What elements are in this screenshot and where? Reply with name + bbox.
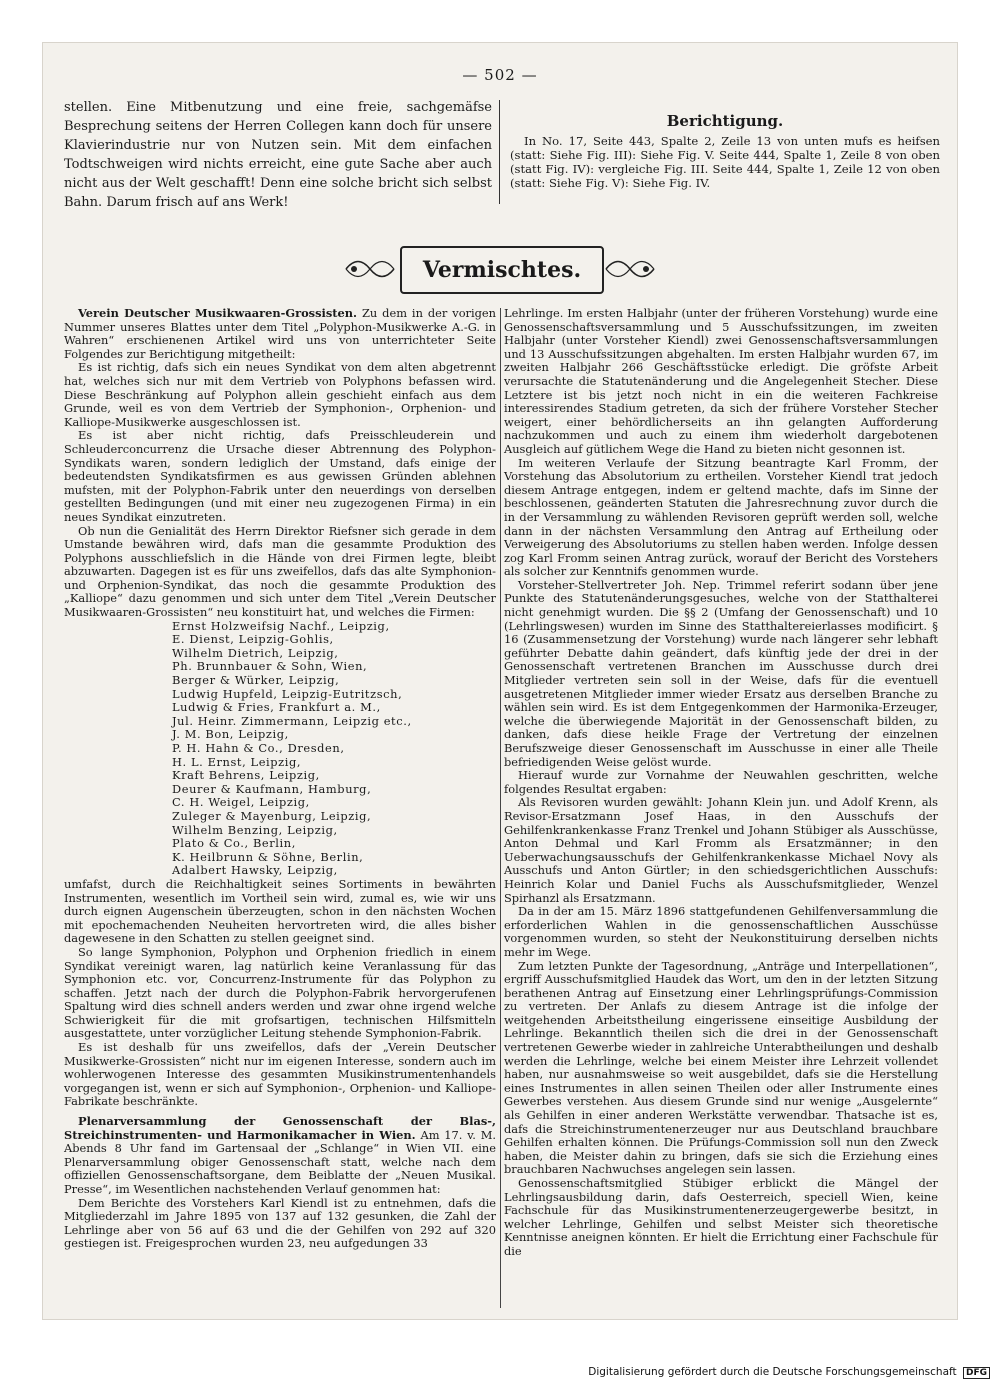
berichtigung-block (510, 98, 940, 190)
dfg-logo-icon: DFG (963, 1367, 990, 1379)
list-item: Deurer & Kaufmann, Hamburg, (172, 781, 372, 796)
list-item: Plato & Co., Berlin, (172, 836, 296, 851)
article-paragraph: Dem Berichte des Vorstehers Karl Kiendl ist zu entnehmen, dafs die Mitgliederzahl im Jahre 1895 von 137 auf 132 gesunken, die Zahl der Lehrlinge aber von 56 auf 63 und die der Gehilfen von 292 auf 320 gestiegen ist. Freigesprochen wurden 23, neu aufgedungen 33 (64, 1195, 496, 1251)
article-paragraph (64, 307, 496, 361)
article-paragraph: Es ist richtig, dafs sich ein neues Syndikat von dem alten abgetrennt hat, welches sich nur mit dem Vertrieb von Polyphons befassen wird. Diese Beschränkung auf Polyphon allein geschieht einfach aus dem Grunde, weil es von dem Vertrieb der Symphonion-, Orphenion- und Kalliope-Musikwerke ausgeschlossen ist. (64, 360, 496, 429)
article-paragraph (64, 1115, 496, 1197)
list-item: Jul. Heinr. Zimmermann, Leipzig etc., (172, 713, 412, 728)
list-item: P. H. Hahn & Co., Dresden, (172, 741, 345, 755)
article-text: Am 17. v. M. Abends 8 Uhr fand im Gartensaal der „Schlange“ in Wien VII. eine Plenarversammlung obiger Genossenschaft statt, welche nach dem offiziellen Genossenschaftsorgane, dem Beiblatte der „Neuen Musikal. Presse“, im Wesentlichen nachstehenden Verlauf genommen hat: (64, 1127, 496, 1196)
article-paragraph: Hierauf wurde zur Vornahme der Neuwahlen geschritten, welche folgendes Resultat ergaben: (504, 768, 938, 796)
list-item: Adalbert Hawsky, Leipzig, (172, 863, 338, 878)
top-column-divider (499, 100, 500, 204)
list-item: Berger & Würker, Leipzig, (172, 673, 340, 688)
list-item: Ph. Brunnbauer & Sohn, Wien, (172, 659, 368, 674)
section-banner (340, 240, 660, 298)
list-item: J. M. Bon, Leipzig, (172, 727, 289, 742)
article-paragraph: Da in der am 15. März 1896 stattgefundenen Gehilfenversammlung die erforderlichen Wahlen in die genossenschaftlichen Ausschüsse vorgenommen wurden, so steht der Neukonstituirung derselben nichts mehr im Wege. (504, 904, 938, 959)
section-title: Vermischtes. (400, 246, 604, 294)
article-paragraph: Vorsteher-Stellvertreter Joh. Nep. Trimmel referirt sodann über jene Punkte des Statutenänderungsgesuches, welche von der Statthalterei nicht genehmigt wurden. Die §§ 2 (Umfang der Genossenschaft) und 10 (Lehrlingswesen) wurden im Sinne des Statthaltereierlasses modificirt. § 16 (Zusammensetzung der Vorstehung) wurde nach längerer sehr lebhaft geführter Debatte dahin geändert, dafs künftig jede der drei in der Genossenschaft vertretenen Branchen im Ausschusse durch drei Mitglieder vertreten sein soll in der Weise, dafs für die eventuell ausgetretenen Mitglieder immer wieder Ersatz aus derselben Branche zu wählen sein wird. Es ist dem Entgegenkommen der Harmonika-Erzeuger, welche die überwiegende Majorität in der Genossenschaft bilden, zu danken, dafs diese heikle Frage der Vertretung der einzelnen Berufszweige dieser Genossenschaft im Ausschusse in einer alle Theile befriedigenden Weise gelöst wurde. (504, 577, 938, 769)
list-item: Kraft Behrens, Leipzig, (172, 768, 320, 783)
digitization-footer (588, 1366, 990, 1379)
list-item: Zuleger & Mayenburg, Leipzig, (172, 808, 372, 823)
article-paragraph: Genossenschaftsmitglied Stübiger erblickt die Mängel der Lehrlingsausbildung darin, dafs Oesterreich, speciell Wien, keine Fachschule für das Musikinstrumentenerzeugergewerbe besitzt, in welcher Lehrlinge, Gehilfen und selbst Meister sich theoretische Kenntnisse aneignen könnten. Er hielt die Errichtung einer Fachschule für die (504, 1176, 938, 1258)
article-paragraph: Als Revisoren wurden gewählt: Johann Klein jun. und Adolf Krenn, als Revisor-Ersatzmann Josef Haas, in den Ausschufs der Gehilfenkrankenkasse Franz Trenkel und Johann Stübiger als Ausschüsse, Anton Dehmal und Karl Fromm als Ersatzmänner; in den Ueberwachungsausschufs der Gehilfenkrankenkasse Michael Novy als Ausschufs und Anton Gürtler; in den schiedsgerichtlichen Ausschufs: Heinrich Kolar und Daniel Fuchs als Ausschufsmitglieder, Wenzel Spirhanzl als Ersatzmann. (504, 795, 938, 905)
article-paragraph: Es ist deshalb für uns zweifellos, dafs der „Verein Deutscher Musikwerke-Grossisten“ nicht nur im eigenen Interesse, sondern auch im wohlerwogenen Interesse des gesammten Musikinstrumentenhandels vorgegangen ist, wenn er sich auf Symphonion-, Orphenion- und Kalliope-Fabrikate beschränkte. (64, 1040, 496, 1109)
article-title: Plenarversammlung der Genossenschaft der Blas-, Streichinstrumenten- und Harmonikamacher in Wien. (64, 1114, 496, 1142)
scanned-page (42, 42, 958, 1320)
list-item: Ludwig & Fries, Frankfurt a. M., (172, 700, 381, 715)
footer-text: Digitalisierung gefördert durch die Deutsche Forschungsgemeinschaft (588, 1366, 957, 1378)
article-paragraph: umfafst, durch die Reichhaltigkeit seines Sortiments in bewährten Instrumenten, wesentlich im Vortheil sein wird, zumal es, wie wir uns durch eignen Augenschein überzeugten, schon in den nächsten Wochen mit epochemachenden Neuheiten hervortreten wird, die alles bisher dagewesene in den Schatten zu stellen geeignet sind. (64, 876, 496, 946)
berichtigung-text: In No. 17, Seite 443, Spalte 2, Zeile 13 von unten mufs es heifsen (statt: Siehe Fig. III): Siehe Fig. V. Seite 444, Spalte 1, Zeile 8 von oben (statt Fig. IV): vergleiche Fig. III. Seite 444, Spalte 1, Zeile 12 von oben (statt: Siehe Fig. V): Siehe Fig. IV. (510, 134, 940, 190)
article-title: Verein Deutscher Musikwaaren-Grossisten. (78, 306, 358, 320)
article-paragraph: Im weiteren Verlaufe der Sitzung beantragte Karl Fromm, der Vorstehung das Absolutorium zu ertheilen. Vorsteher Kiendl trat jedoch diesem Antrage entgegen, indem er geltend machte, dafs im Sinne der beschlossenen, geänderten Statuten die Jahresrechnung zuvor durch die in der Versammlung zu wählenden Revisoren geprüft werden soll, welche dann in der nächsten Versammlung den Antrag auf Ertheilung oder Verweigerung des Absolutoriums zu stellen haben werden. Infolge dessen zog Karl Fromm seinen Antrag zurück, worauf der Bericht des Vorstehers als solcher zur Kenntnifs genommen wurde. (504, 455, 938, 579)
firm-list (172, 620, 496, 878)
list-item: Ludwig Hupfeld, Leipzig-Eutritzsch, (172, 686, 403, 701)
right-column (504, 307, 938, 1259)
list-item: Ernst Holzweifsig Nachf., Leipzig, (172, 618, 390, 633)
article-paragraph: Es ist aber nicht richtig, dafs Preisschleuderein und Schleuderconcurrenz die Ursache dieser Abtrennung des Polyphon-Syndikats waren, sondern lediglich der Umstand, dafs einige der bedeutendsten Syndikatsfirmen es aus gewissen Gründen ablehnen mufsten, mit der Polyphon-Fabrik unter den neuerdings von derselben gestellten Bedingungen (und mit einer neu zugezogenen Firma) in ein neues Syndikat einzutreten. (64, 428, 496, 524)
list-item: C. H. Weigel, Leipzig, (172, 795, 310, 810)
berichtigung-heading: Berichtigung. (666, 112, 784, 130)
left-column (64, 307, 496, 1251)
page-number: — 502 — (462, 66, 538, 84)
article-paragraph: Ob nun die Genialität des Herrn Direktor Riefsner sich gerade in dem Umstande bewähren wird, dafs man die gesammte Produktion des Polyphons ausschliefslich in die Hände von drei Firmen legte, bleibt abzuwarten. Dagegen ist es für uns zweifellos, dafs das alte Symphonion- und Orphenion-Syndikat, das noch die gesammte Produktion des „Kalliope“ dazu genommen und sich unter dem Titel „Verein Deutscher Musikwaaren-Grossisten“ neu konstituirt hat, und welches die Firmen: (64, 523, 496, 620)
article-paragraph: So lange Symphonion, Polyphon und Orphenion friedlich in einem Syndikat vereinigt waren, lag natürlich keine Veranlassung für das Symphonion etc. vor, Concurrenz-Instrumente für das Polyphon zu schaffen. Jetzt nach der durch die Polyphon-Fabrik hervorgerufenen Spaltung wird dies schnell anders werden und zwar ohne irgend welche Schwierigkeit für die mit grofsartigen, technischen Hilfsmitteln ausgestattete, unter vorzüglicher Leitung stehende Symphonion-Fabrik. (64, 944, 496, 1041)
main-column-divider (500, 308, 501, 1308)
list-item: Wilhelm Dietrich, Leipzig, (172, 645, 339, 660)
article-text: Zu dem in der vorigen Nummer unseres Blattes unter dem Titel „Polyphon-Musikwerke A.-G. in Wahren“ erschienenen Artikel wird uns von unterrichteter Seite Folgendes zur Berichtigung mitgetheilt: (64, 306, 497, 361)
top-left-text (64, 98, 492, 212)
list-item: E. Dienst, Leipzig-Gohlis, (172, 632, 334, 647)
list-item: K. Heilbrunn & Söhne, Berlin, (172, 849, 364, 864)
top-left-paragraph: stellen. Eine Mitbenutzung und eine freie, sachgemäfse Besprechung seitens der Herren Collegen kann doch für unsere Klavierindustrie nur von Nutzen sein. Mit dem einfachen Todtschweigen wird nichts erreicht, eine gute Sache aber auch nicht aus der Welt geschafft! Denn eine solche bricht sich selbst Bahn. Darum frisch auf ans Werk! (64, 100, 492, 210)
article-paragraph: Lehrlinge. Im ersten Halbjahr (unter der früheren Vorstehung) wurde eine Genossenschaftsversammlung und 5 Ausschufssitzungen, im zweiten Halbjahr (unter Vorsteher Kiendl) zwei Genossenschaftsversammlungen und 13 Ausschufssitzungen abgehalten. Im ersten Halbjahr wurden 67, im zweiten Halbjahr 266 Geschäftsstücke erledigt. Die gröfste Arbeit verursachte die Statutenänderung und die Angelegenheit Stecher. Diese Letztere ist bis jetzt noch nicht in ein die weiteren Fachkreise interessirendes Stadium getreten, da sich der frühere Vorsteher Stecher weigert, einer behördlicherseits an ihn gelangten Aufforderung nachzukommen und auch zu einem ihm wiederholt dargebotenen Ausgleich auf gütlichem Wege die Hand zu bieten nicht gesonnen ist. (504, 306, 938, 456)
list-item: Wilhelm Benzing, Leipzig, (172, 822, 338, 837)
article-paragraph: Zum letzten Punkte der Tagesordnung, „Anträge und Interpellationen“, ergriff Ausschufsmitglied Haudek das Wort, um den in der letzten Sitzung berathenen Antrag auf Einsetzung einer Lehrlingsprüfungs-Commission zu vertreten. Der Anlafs zu diesem Antrage ist die infolge der weitgehenden Arbeitstheilung eingerissene einseitige Ausbildung der Lehrlinge. Bekanntlich theilen sich die drei in der Genossenschaft vertretenen Gewerbe wieder in zahlreiche Unterabtheilungen und deshalb werden die Lehrlinge, welche bei einem Meister ihre Lehrzeit vollendet haben, nur ausnahmsweise so weit ausgebildet, dafs sie die Herstellung eines Instrumentes in allen seinen Theilen oder aller Instrumente eines Gewerbes verstehen. Aus diesem Grunde sind nur wenige „Ausgelernte“ als Gehilfen in einer anderen Werkstätte verwendbar. Thatsache ist es, dafs die Streichinstrumentenerzeuger nur aus Deutschland brauchbare Gehilfen erhalten können. Die Prüfungs-Commission soll nun den Zweck haben, die Meister dahin zu bringen, dafs sie sich die Erziehung eines brauchbaren Nachwuchses angelegen sein lassen. (504, 958, 938, 1177)
list-item: H. L. Ernst, Leipzig, (172, 754, 302, 769)
